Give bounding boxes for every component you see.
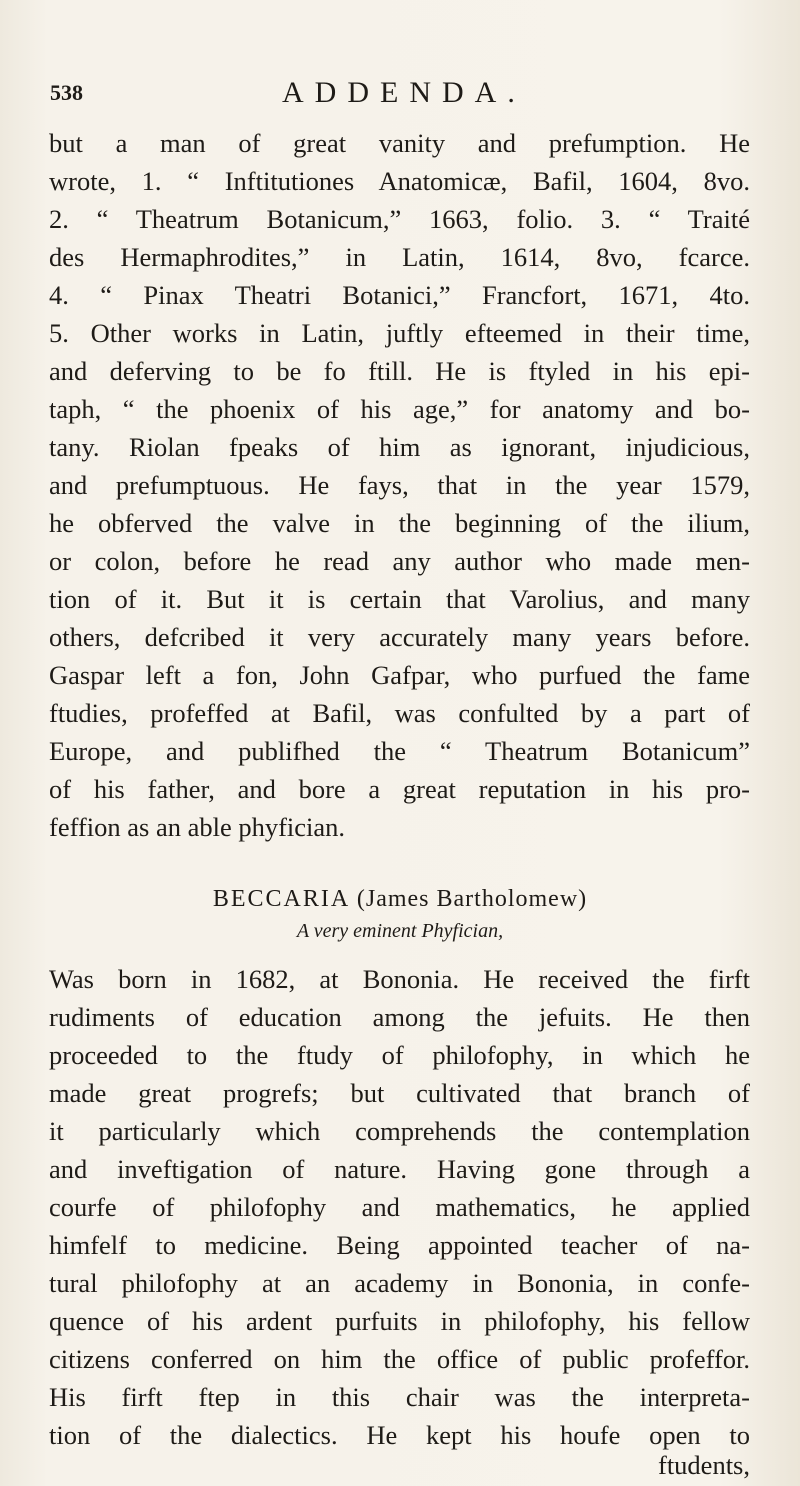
text-line: 4. “ Pinax Theatri Botanici,” Francfort, 1671, 4to. [49, 280, 750, 310]
text-line: made great progrefs; but cultivated that branch of [49, 1078, 750, 1108]
text-line: 2. “ Theatrum Botanicum,” 1663, folio. 3. “ Traité [49, 204, 750, 234]
text-line: or colon, before he read any author who made men- [49, 546, 750, 576]
text-line: and prefumptuous. He fays, that in the year 1579, [49, 470, 750, 500]
text-line: tural philofophy at an academy in Bononia, in confe- [49, 1268, 750, 1298]
page-header [50, 76, 740, 116]
text-line: taph, “ the phoenix of his age,” for anatomy and bo- [49, 394, 750, 424]
text-line: quence of his ardent purfuits in philofophy, his fellow [49, 1306, 750, 1336]
text-line: proceeded to the ftudy of philofophy, in which he [49, 1040, 750, 1070]
running-head: ADDENDA. [282, 76, 526, 109]
text-line: ftudies, profeffed at Bafil, was confulted by a part of [49, 698, 750, 728]
text-line: tion of the dialectics. He kept his houfe open to [49, 1420, 750, 1450]
text-line: it particularly which comprehends the contemplation [49, 1116, 750, 1146]
text-line: and inveftigation of nature. Having gone through a [49, 1154, 750, 1184]
entry-heading [0, 886, 800, 913]
text-line: himfelf to medicine. Being appointed teacher of na- [49, 1230, 750, 1260]
text-line: His firft ftep in this chair was the interpreta- [49, 1382, 750, 1412]
entry-heading-given-names: (James Bartholomew) [356, 886, 588, 912]
text-line: of his father, and bore a great reputation in his pro- [49, 774, 750, 804]
text-line: tany. Riolan fpeaks of him as ignorant, injudicious, [49, 432, 750, 462]
text-line: wrote, 1. “ Inftitutiones Anatomicæ, Bafil, 1604, 8vo. [49, 166, 750, 196]
text-line: but a man of great vanity and prefumption. He [49, 128, 750, 158]
text-line: Was born in 1682, at Bononia. He received the firft [49, 964, 750, 994]
entry-subheading: A very eminent Phyfician, [296, 920, 504, 942]
page-number: 538 [50, 80, 83, 105]
text-line: rudiments of education among the jefuits. He then [49, 1002, 750, 1032]
text-line: tion of it. But it is certain that Varolius, and many [49, 584, 750, 614]
text-line: 5. Other works in Latin, juftly efteemed in their time, [49, 318, 750, 348]
text-line: feffion as an able phyfician. [49, 812, 346, 842]
text-line: courfe of philofophy and mathematics, he applied [49, 1192, 750, 1222]
text-line: he obferved the valve in the beginning of the ilium, [49, 508, 750, 538]
entry-heading-name: BECCARIA [212, 886, 349, 912]
text-line: others, defcribed it very accurately many years before. [49, 622, 750, 652]
catchword: ftudents, [658, 1450, 750, 1480]
text-line: and deferving to be fo ftill. He is ftyled in his epi- [49, 356, 750, 386]
text-line: des Hermaphrodites,” in Latin, 1614, 8vo, fcarce. [49, 242, 750, 272]
text-line: citizens conferred on him the office of public profeffor. [49, 1344, 750, 1374]
text-line: Gaspar left a fon, John Gafpar, who purfued the fame [49, 660, 750, 690]
text-line: Europe, and publifhed the “ Theatrum Botanicum” [49, 736, 750, 766]
